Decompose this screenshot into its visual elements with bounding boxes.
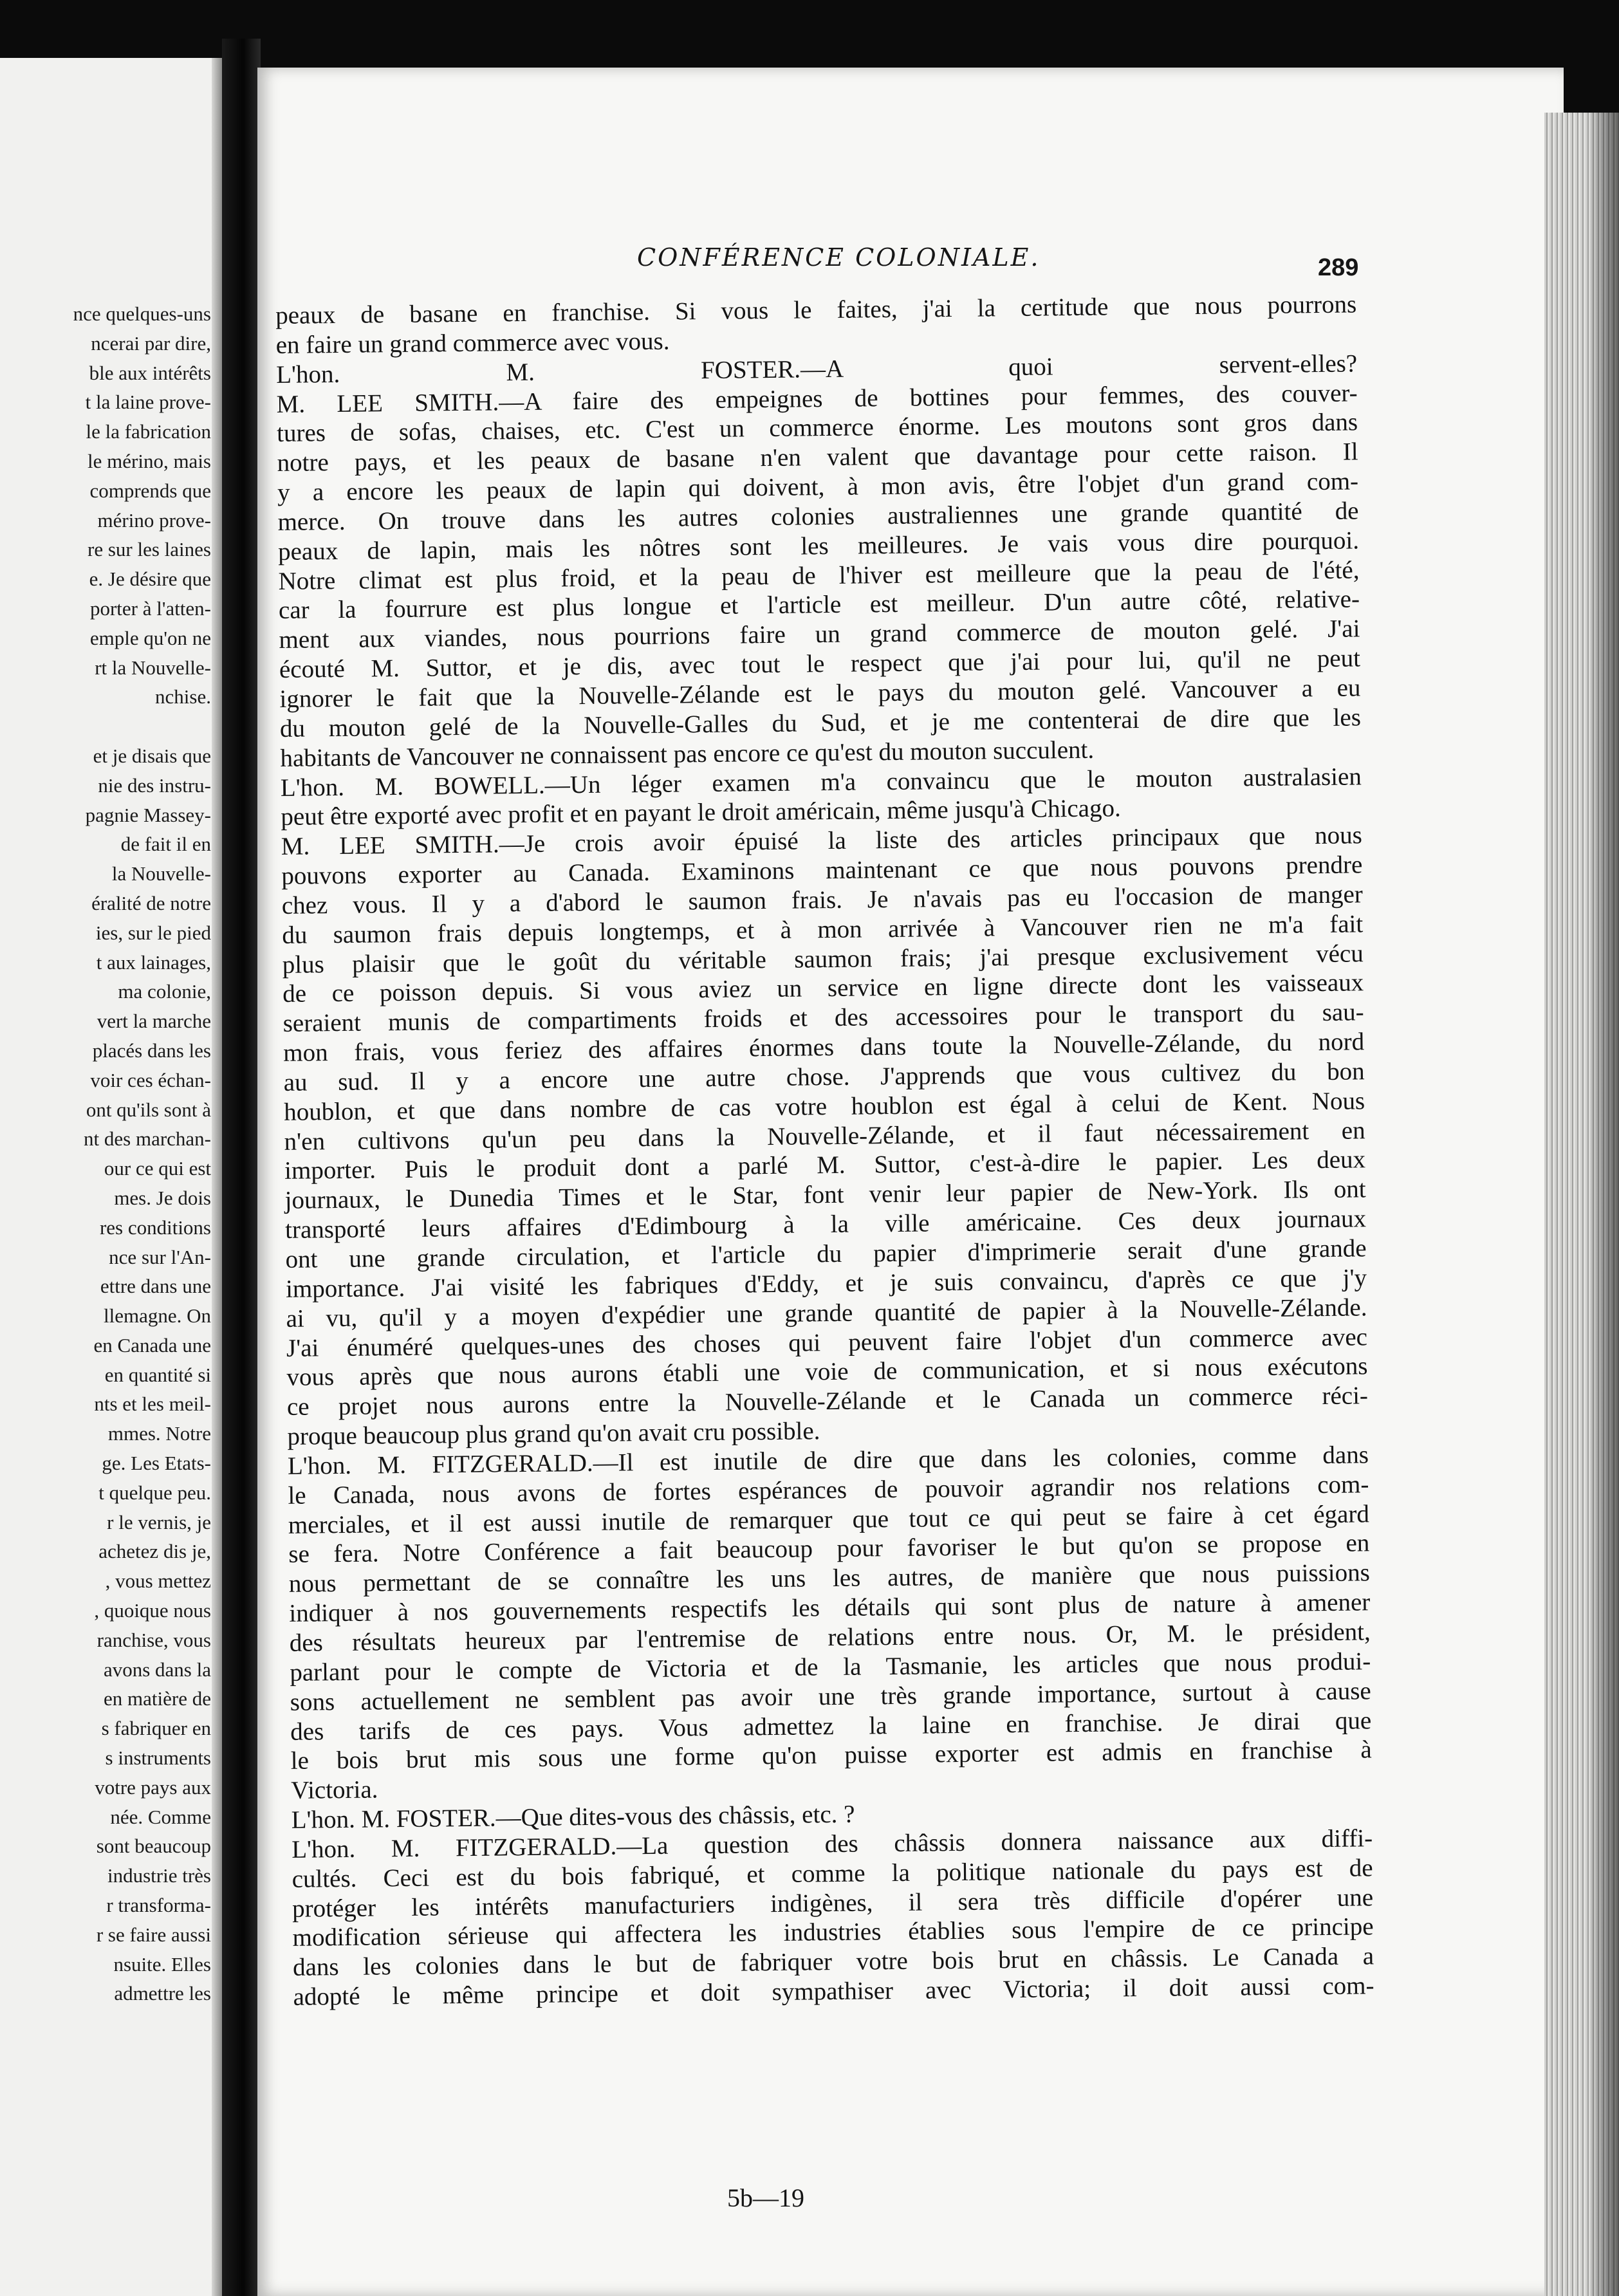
body-line: pouvons exporter au Canada. Examinons maintenant ce que nous pouvons prendre xyxy=(281,851,1363,890)
left-page-line: nt des marchan- xyxy=(84,1127,211,1151)
left-page-line: , quoique nous xyxy=(94,1599,211,1622)
left-page-line: re sur les laines xyxy=(88,538,211,561)
left-page-line: mérino prove- xyxy=(97,508,211,532)
body-line: merciales, et il est aussi inutile de remarquer que tout ce qui peut se faire à cet égard xyxy=(288,1499,1370,1539)
body-line: des tarifs de ces pays. Vous admettez la laine en franchise. Je dirai que xyxy=(290,1706,1372,1746)
body-text xyxy=(275,290,1374,2012)
left-page-line: la Nouvelle- xyxy=(111,862,211,885)
left-page-line: le mérino, mais xyxy=(88,449,211,472)
left-page-line: avons dans la xyxy=(103,1658,211,1681)
body-line: importance. J'ai visité les fabriques d'Eddy, et je suis convaincu, d'après ce que j'y xyxy=(285,1264,1367,1303)
body-line: nous permettant de se connaître les uns les autres, de manière que nous puissions xyxy=(288,1559,1371,1598)
body-line: plus plaisir que le goût du véritable saumon frais; j'ai presque exclusivement vécu xyxy=(282,939,1364,979)
left-page-gutter xyxy=(212,58,222,2296)
left-page-line: ranchise, vous xyxy=(97,1628,211,1651)
left-page-line: ma colonie, xyxy=(118,980,211,1003)
left-page-line: nchise. xyxy=(155,685,211,708)
body-line: L'hon. M. BOWELL.—Un léger examen m'a convaincu que le mouton australasien xyxy=(280,762,1362,802)
left-page-line: votre pays aux xyxy=(95,1775,211,1799)
body-line: J'ai énuméré quelques-unes des choses qui peuvent faire l'objet d'un commerce avec xyxy=(286,1322,1368,1362)
left-page-line: our ce qui est xyxy=(104,1157,211,1180)
body-line: mon frais, vous feriez des affaires énormes dans toute la Nouvelle-Zélande, du nord xyxy=(283,1028,1365,1068)
body-line: n'en cultivons qu'un peu dans la Nouvelle-Zélande, et il faut nécessairement en xyxy=(284,1116,1365,1156)
left-page-line: placés dans les xyxy=(92,1039,211,1062)
body-line: du saumon frais depuis longtemps, et à mon arrivée à Vancouver rien ne m'a fait xyxy=(282,910,1364,949)
left-page-line: r le vernis, je xyxy=(107,1510,211,1533)
body-line: se fera. Notre Conférence a fait beaucoup pour favoriser le but qu'on se propose en xyxy=(288,1529,1370,1569)
left-page-line: née. Comme xyxy=(110,1805,211,1828)
left-page-line: ies, sur le pied xyxy=(95,921,211,944)
left-page-line: pagnie Massey- xyxy=(85,803,211,826)
left-page-line: éralité de notre xyxy=(91,891,211,914)
body-line: L'hon. M. FITZGERALD.—Il est inutile de dire que dans les colonies, comme dans xyxy=(287,1441,1369,1480)
body-line: parlant pour le compte de Victoria et de la Tasmanie, les articles que nous produi- xyxy=(290,1647,1371,1687)
body-line: écouté M. Suttor, et je dis, avec tout le respect que j'ai pour lui, qu'il ne peut xyxy=(279,644,1361,684)
body-line: y a encore les peaux de lapin qui doivent, à mon avis, être l'objet d'un grand com- xyxy=(277,467,1359,507)
left-page-line: res conditions xyxy=(99,1216,211,1239)
left-page-line: r transforma- xyxy=(106,1894,211,1917)
left-page-line: nce quelques-uns xyxy=(73,302,211,325)
body-line: au sud. Il y a encore une autre chose. J'apprends que vous cultivez du bon xyxy=(283,1057,1365,1097)
left-page-line: s fabriquer en xyxy=(101,1717,211,1740)
body-line: ai vu, qu'il y a moyen d'expédier une grande quantité de papier à la Nouvelle-Zélande. xyxy=(286,1293,1367,1333)
body-line: le Canada, nous avons de fortes espérances de pouvoir agrandir nos relations com- xyxy=(288,1470,1369,1510)
book-spine-shadow xyxy=(222,39,261,2296)
body-line: en faire un grand commerce avec vous. xyxy=(275,327,670,359)
left-page-line: industrie très xyxy=(107,1864,211,1887)
left-page-line: ble aux intérêts xyxy=(89,361,211,384)
body-line: peaux de lapin, mais les nôtres sont les meilleures. Je vais vous dire pourquoi. xyxy=(277,526,1360,566)
body-line: M. LEE SMITH.—Je crois avoir épuisé la liste des articles principaux que nous xyxy=(281,821,1363,861)
left-page-line: nsuite. Elles xyxy=(113,1952,211,1976)
left-page-line: e. Je désire que xyxy=(89,568,211,591)
left-page-line: nts et les meil- xyxy=(94,1393,211,1416)
body-line: peaux de basane en franchise. Si vous le faites, j'ai la certitude que nous pourrons xyxy=(275,290,1357,329)
left-page-line: mes. Je dois xyxy=(114,1186,211,1209)
left-page-line: en Canada une xyxy=(93,1333,211,1356)
running-head: CONFÉRENCE COLONIALE. xyxy=(637,243,1041,272)
body-line: Victoria. xyxy=(291,1775,378,1805)
left-page-line: achetez dis je, xyxy=(98,1540,211,1563)
left-page-line: admettre les xyxy=(114,1982,211,2005)
body-line: car la fourrure est plus longue et l'article est meilleur. D'un autre côté, relative- xyxy=(278,585,1360,625)
body-line: cultés. Ceci est du bois fabriqué, et comme la politique nationale du pays est de xyxy=(291,1853,1373,1893)
body-line: transporté leurs affaires d'Edimbourg à la ville américaine. Ces deux journaux xyxy=(284,1205,1367,1245)
body-line: ce projet nous aurons entre la Nouvelle-Zélande et le Canada un commerce réci- xyxy=(286,1382,1369,1421)
left-page-line xyxy=(0,712,211,741)
body-line: adopté le même principe et doit sympathiser avec Victoria; il doit aussi com- xyxy=(293,1972,1374,2011)
body-line: L'hon. M. FOSTER.—Que dites-vous des châssis, etc. ? xyxy=(291,1800,855,1834)
left-page-line: et je disais que xyxy=(93,744,211,767)
left-page-line: en matière de xyxy=(104,1687,211,1710)
left-page-line: ncerai par dire, xyxy=(91,331,211,355)
body-line: M. LEE SMITH.—A faire des empeignes de bottines pour femmes, des couver- xyxy=(276,378,1358,418)
left-page-line: t la laine prove- xyxy=(85,391,211,414)
left-page-line: nie des instru- xyxy=(98,773,211,797)
left-page-line: s instruments xyxy=(105,1746,211,1770)
body-line: de ce poisson depuis. Si vous aviez un service en ligne directe dont les vaisseaux xyxy=(282,968,1364,1008)
left-page-line: de fait il en xyxy=(120,833,211,856)
left-page-line: sont beaucoup xyxy=(96,1835,211,1858)
body-line: indiquer à nos gouvernements respectifs les détails qui sont plus de nature à amener xyxy=(289,1588,1371,1628)
body-line: modification sérieuse qui affectera les industries établies sous l'empire de ce principe xyxy=(292,1912,1374,1952)
body-line: chez vous. Il y a d'abord le saumon frais. Je n'avais pas eu l'occasion de manger xyxy=(281,880,1363,920)
body-line: peut être exporté avec profit et en payant le droit américain, même jusqu'à Chicago. xyxy=(281,794,1121,831)
left-page-line: r se faire aussi xyxy=(96,1923,211,1946)
left-page-line: t quelque peu. xyxy=(98,1481,211,1504)
body-line: seraient munis de compartiments froids et des accessoires pour le transport du sau- xyxy=(282,998,1364,1038)
body-line: ment aux viandes, nous pourrions faire un grand commerce de mouton gelé. J'ai xyxy=(279,615,1360,654)
body-line: ont une grande circulation, et l'article du papier d'imprimerie serait d'une grande xyxy=(285,1234,1367,1273)
left-page-line: en quantité si xyxy=(104,1363,211,1386)
left-page-line: t aux lainages, xyxy=(96,950,211,974)
body-line: journaux, le Dunedia Times et le Star, font venir leur papier de New-York. Ils ont xyxy=(284,1175,1366,1215)
body-line: le bois brut mis sous une forme qu'on puisse exporter est admis en franchise à xyxy=(290,1736,1372,1775)
left-page-line: ettre dans une xyxy=(100,1275,211,1298)
body-line: notre pays, et les peaux de basane n'en valent que davantage pour cette raison. Il xyxy=(277,438,1358,477)
left-page-line: mmes. Notre xyxy=(107,1422,211,1445)
body-line: importer. Puis le produit dont a parlé M. Suttor, c'est-à-dire le papier. Les deux xyxy=(284,1145,1366,1185)
printer-signature: 5b—19 xyxy=(727,2183,804,2212)
left-facing-page xyxy=(0,58,222,2296)
body-line: du mouton gelé de la Nouvelle-Galles du Sud, et je me contenterai de dire que les xyxy=(279,703,1362,743)
body-line: tures de sofas, chaises, etc. C'est un commerce énorme. Les moutons sont gros dans xyxy=(276,408,1358,448)
left-page-text xyxy=(0,299,211,2008)
body-line: Notre climat est plus froid, et la peau de l'hiver est meilleure que la peau de l'été, xyxy=(278,555,1360,595)
left-page-line: le la fabrication xyxy=(86,420,211,443)
body-line: L'hon. M. FOSTER.—A quoi servent-elles? xyxy=(275,349,1358,389)
left-page-line: ont qu'ils sont à xyxy=(86,1098,211,1121)
left-page-line: , vous mettez xyxy=(105,1569,211,1593)
left-page-line: comprends que xyxy=(89,479,211,502)
left-page-line: nce sur l'An- xyxy=(109,1245,211,1268)
body-line: des résultats heureux par l'entremise de relations entre nous. Or, M. le président, xyxy=(289,1618,1371,1657)
body-line: merce. On trouve dans les autres colonies australiennes une grande quantité de xyxy=(277,497,1359,536)
body-line: L'hon. M. FITZGERALD.—La question des châssis donnera naissance aux diffi- xyxy=(291,1824,1373,1864)
body-line: dans les colonies dans le but de fabriquer votre bois brut en châssis. Le Canada a xyxy=(292,1942,1374,1982)
left-page-line: vert la marche xyxy=(97,1010,211,1033)
body-line: protéger les intérêts manufacturiers indigènes, il sera très difficile d'opérer une xyxy=(291,1883,1374,1923)
left-page-line: voir ces échan- xyxy=(90,1068,211,1091)
body-line: sons actuellement ne semblent pas avoir une très grande importance, surtout à cause xyxy=(290,1676,1371,1716)
body-line: vous après que nous aurons établi une voie de communication, et si nous exécutons xyxy=(286,1352,1368,1392)
body-line: houblon, et que dans nombre de cas votre houblon est égal à celui de Kent. Nous xyxy=(283,1087,1365,1126)
page-number: 289 xyxy=(1318,254,1359,281)
left-page-line: emple qu'on ne xyxy=(89,626,211,649)
left-page-line: llemagne. On xyxy=(103,1304,211,1328)
body-line: habitants de Vancouver ne connaissent pas encore ce qu'est du mouton succulent. xyxy=(280,736,1095,772)
body-line: ignorer le fait que la Nouvelle-Zélande est le pays du mouton gelé. Vancouver a eu xyxy=(279,674,1361,713)
left-page-line: porter à l'atten- xyxy=(89,597,211,620)
page-edges-shadow xyxy=(1589,113,1619,2296)
body-line: proque beaucoup plus grand qu'on avait cru possible. xyxy=(287,1417,820,1450)
left-page-line: rt la Nouvelle- xyxy=(95,656,211,679)
left-page-line: ge. Les Etats- xyxy=(102,1452,211,1475)
